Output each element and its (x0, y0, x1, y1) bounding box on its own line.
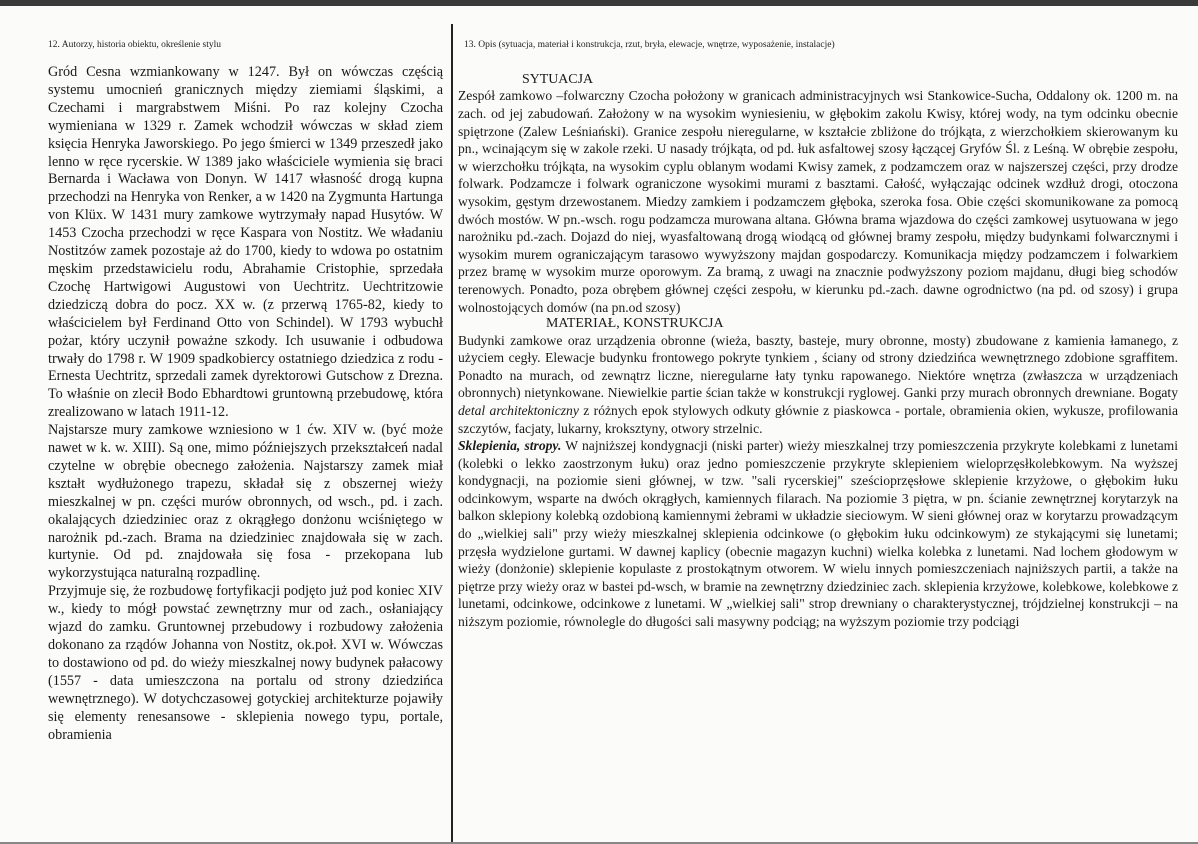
material-text-2: z różnych epok stylowych odkuty głównie z piaskowca - portale, obramienia okien, wykusze, profilowania szczytów, facjaty, lukarny, kroksztyny, otwory strzelnic. (458, 402, 1178, 436)
vaults-paragraph (458, 437, 1178, 631)
column-divider (451, 24, 453, 844)
history-paragraph-3: Przyjmuje się, że rozbudowę fortyfikacji podjęto już pod koniec XIV w., kiedy to mógł powstać zewnętrzny mur od zach., osłaniający wjazd do zamku. Gruntownej przebudowy i rozbudowy założenia dokonano za rządów Johanna von Nostitz, ok.poł. XVI w. Wówczas to dostawiono od pd. do wieży mieszkalnej nowy budynek pałacowy (1557 - data umieszczona na portalu od strony dziedzińca wewnętrznego). W dotychczasowej gotyckiej architekturze pojawiły się elementy renesansowe - sklepienia nowego typu, portale, obramienia (48, 583, 443, 743)
right-column (458, 30, 1178, 631)
situation-paragraph: Zespół zamkowo –folwarczny Czocha położony w granicach administracyjnych wsi Stankowice-Sucha, Oddalony ok. 1200 m. na zach. od jej zabudowań. Założony w na wysokim wyniesieniu, w głębokim zakolu Kwisy, której wody, na tym odcinku obecnie spiętrzone (Zalew Leśniański). Granice zespołu nieregularne, w kształcie zbliżone do trójkąta, z wierzchołkiem skierowanym ku pn., wcinającym się w zakole rzeki. U nasady trójkąta, od pd. łuk asfaltowej szosy łączącej Gryfów Śl. z Leśną. W obrębie zespołu, w wierzchołku trójkąta, na wysokim cyplu oblanym wodami Kwisy zamek, z podzamczem oraz w najszerszej części, przy drodze folwark. Podzamcze i folwark ograniczone wysokimi murami z basztami. Całość, wyłączając odcinek wzdłuż drogi, otoczona wysokim, gęstym drzewostanem. Miedzy zamkiem i podzamczem głęboka, szeroka fosa. Obie części skomunikowane za pomocą dwóch mostów. W pn.-wsch. rogu podzamcza murowana altana. Główna brama wjazdowa do części zamkowej usytuowana w jego narożniku pd.-zach. Dojazd do niej, wyasfaltowaną drogą wiodącą od głównej bramy zespołu, między budynkami folwarcznymi i wysokim murem ograniczającym tarasowo wywyższony majdan gospodarczy. Komunikacja między podzamczem i folwarkiem przez bramę w wysokim murze oporowym. Za bramą, z uwagi na znacznie podwyższony poziom majdanu, długi bieg schodów terenowych. Ponadto, poza obrębem głównej części zespołu, w kierunku pd.-zach. dawne ogrodnictwo (na pd. od szosy) i grupa wolnostojących domów (na pn.od szosy) (458, 88, 1178, 315)
history-paragraph-1: Gród Cesna wzmiankowany w 1247. Był on wówczas częścią systemu umocnień granicznych między ziemiami śląskimi, a Czechami i margrabstwem Miśni. Po raz kolejny Czocha wymieniana w 1329 r. Zamek wchodził wówczas w skład ziem księcia Henryka Jaworskiego. Po jego śmierci w 1349 przeszedł jako lenno w ręce rycerskie. W 1389 jako właściciele wymienia się braci Bernarda i Wacława von Donyn. W 1417 własność drogą kupna przechodzi na Henryka von Renker, a w 1420 na Zygmunta Hartunga von Klüx. W 1431 mury zamkowe wytrzymały napad Husytów. W 1453 Czocha przechodzi w ręce Kaspara von Nostitz. We władaniu Nostitzów zamek pozostaje aż do 1700, kiedy to wdowa po ostatnim męskim przedstawicielu rodu, Abrahamie Cristophie, sprzedała Czochę Hartwigowi Augustowi von Uechtritz. Uechtritzowie dziedziczą dobra do pocz. XX w. (z przerwą 1765-82, kiedy to właścicielem był Ferdinand Otto von Schindel). W 1793 wybuchł pożar, który uczynił poważne szkody. Ich usuwanie i odbudowa trwały do 1798 r. W 1909 spadkobiercy ostatniego dziedzica z rodu - Ernesta Uechtritz, sprzedali zamek dyrektorowi Gutschow z Drezna. To właśnie on zlecił Bodo Ebhardtowi gruntowną przebudowę, która zrealizowano w latach 1911-12. (48, 64, 443, 421)
material-paragraph (458, 332, 1178, 438)
vaults-lead: Sklepienia, stropy. (458, 438, 562, 454)
right-section-header: 13. Opis (sytuacja, materiał i konstrukcja, rzut, bryła, elewacje, wnętrze, wyposażenie, instalacje) (464, 40, 835, 50)
scan-edge-top (0, 0, 1198, 6)
left-column (48, 30, 443, 744)
heading-situation: SYTUACJA (522, 72, 594, 87)
heading-material: MATERIAŁ, KONSTRUKCJA (546, 316, 724, 332)
history-paragraph-2: Najstarsze mury zamkowe wzniesiono w 1 ćw. XIV w. (być może nawet w k. w. XIII). Są one, mimo późniejszych przekształceń nadal czytelne w obrębie obecnego założenia. Najstarszy zamek miał kształt wydłużonego trapezu, składał się z obszernej wieży mieszkalnej w pn. części murów obronnych, od wsch., pd. i zach. okalających dziedziniec oraz z okrągłego donżonu wciśniętego w narożnik pd.-zach. Brama na dziedziniec znajdowała się w zach. kurtynie. Od pd. znajdowała się fosa - przekopana lub wykorzystująca naturalną rozpadlinę. (48, 422, 443, 582)
left-section-header: 12. Autorzy, historia obiektu, określenie stylu (48, 40, 221, 50)
vaults-text: W najniższej kondygnacji (niski parter) wieży mieszkalnej trzy pomieszczenia przykryte kolebkami z lunetami (kolebki o lekko zaostrzonym łuku) oraz jedno pomieszczenie przykryte sklepieniem wieloprzęsłkolebkowym. Na wyższej kondygnacji, na poziomie sieni głównej, w tzw. "sali rycerskiej" sześcioprzęsłowe sklepienie krzyżowe, o głębokim łuku odcinkowym, wsparte na dwóch okrągłych, kamiennych filarach. Na poziomie 3 piętra, w pn. ścianie zewnętrznej korytarzyk na balkon sklepiony kolebką ozdobioną kamiennymi żebrami w układzie sieciowym. W sieni głównej oraz w korytarzu prowadzącym do „wielkiej sali" przy wieży mieszkalnej sklepienia odcinkowe (o głębokim łuku odcinkowym) ze stykającymi się lunetami; przęsła wydzielone gurtami. W dawnej kaplicy (obecnie magazyn kuchni) wielka kolebka z lunetami. Nad lochem głodowym w wieży (donżonie) sklepienie kopulaste z prostokątnym otworem. W wielu innych pomieszczeniach najniższych partii, a także na piętrze przy wieży oraz w bastei pd-wsch, w bramie na zewnętrzny dziedziniec zach. sklepienia krzyżowe, kolebkowe, kolebkowe z lunetami, odcinkowe, odcinkowe z lunetami. W „wielkiej sali" strop drewniany o charakterystycznej, trójdzielnej konstrukcji – na niższym poziomie, równolegle do długości sali masywny podciąg; na wyższym poziomie trzy podciągi (458, 438, 1179, 630)
material-italic: detal architektoniczny (458, 402, 579, 418)
material-text-1: Budynki zamkowe oraz urządzenia obronne (wieża, baszty, basteje, mury obronne, mosty) zbudowane z kamienia łamanego, z użyciem cegły. Elewacje budynku frontowego pokryte tynkiem , ściany od strony dziedzińca wewnętrznego zdobione sgraffitem. Ponadto na murach, od zewnątrz liczne, nieregularne łaty tynku rapowanego. Niektóre wnętrza (zwłaszcza w urządzeniach obronnych) nietynkowane. Niewielkie partie ścian także w konstrukcji ryglowej. Ganki przy murach obronnych drewniane. Bogaty (458, 332, 1178, 401)
